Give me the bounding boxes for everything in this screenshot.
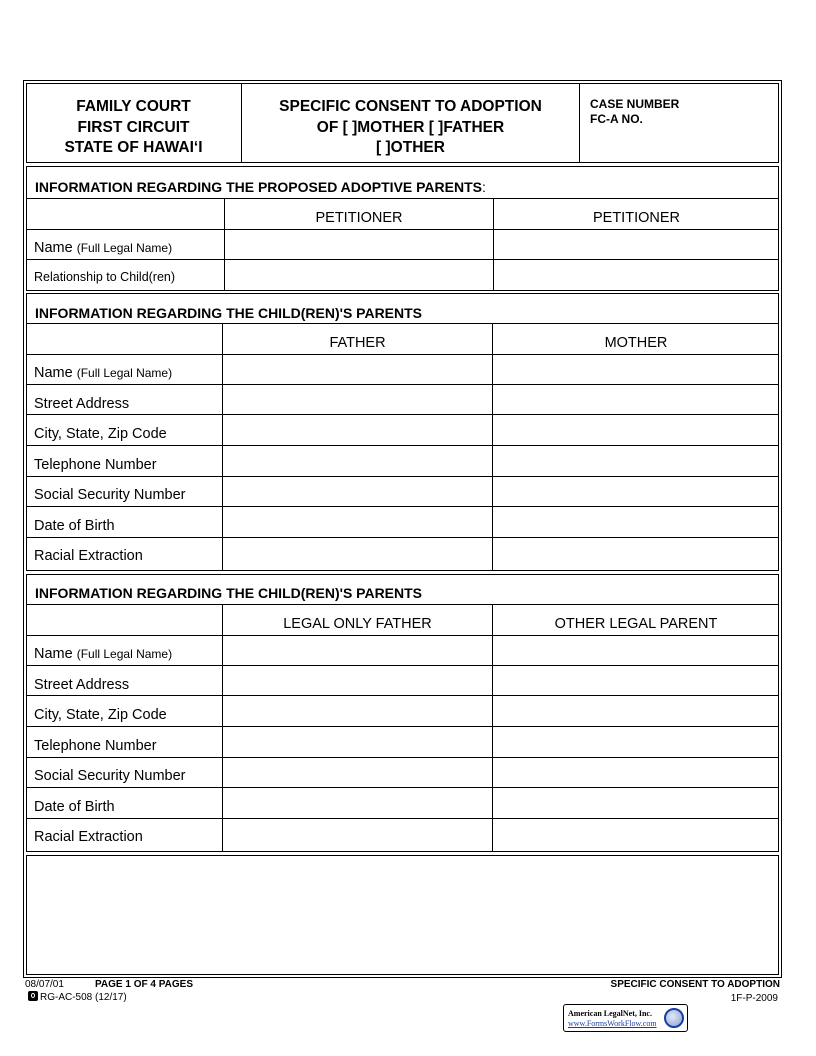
form-title: SPECIFIC CONSENT TO ADOPTION OF [ ]MOTHER [ ]FATHER [ ]OTHER	[279, 98, 542, 156]
mother-phone-field[interactable]	[494, 446, 778, 475]
legal-father-ssn-field[interactable]	[224, 758, 491, 786]
row-label-phone: Telephone Number	[34, 738, 157, 754]
mother-ssn-field[interactable]	[494, 477, 778, 505]
section-parents-title: INFORMATION REGARDING THE CHILD(REN)'S PARENTS	[35, 305, 423, 321]
blank-area	[26, 855, 779, 975]
other-parent-city-field[interactable]	[494, 696, 778, 725]
father-city-field[interactable]	[224, 415, 491, 444]
logo-company: American LegalNet, Inc.	[568, 1009, 652, 1018]
other-parent-race-field[interactable]	[494, 819, 778, 851]
row-label-relationship: Relationship to Child(ren)	[34, 270, 176, 284]
col-petitioner-2: PETITIONER	[592, 210, 680, 226]
col-father: FATHER	[329, 335, 386, 351]
father-race-field[interactable]	[224, 538, 491, 570]
mother-dob-field[interactable]	[494, 507, 778, 536]
footer-doc-title: SPECIFIC CONSENT TO ADOPTION	[610, 979, 780, 990]
col-petitioner-1: PETITIONER	[315, 210, 403, 226]
other-parent-dob-field[interactable]	[494, 788, 778, 817]
mother-street-field[interactable]	[494, 385, 778, 413]
row-label-street: Street Address	[34, 396, 130, 412]
row-label-street: Street Address	[34, 677, 130, 693]
globe-icon	[664, 1008, 684, 1028]
row-label-name: Name (Full Legal Name)	[34, 365, 173, 381]
footer-page: PAGE 1 OF 4 PAGES	[95, 979, 193, 990]
father-ssn-field[interactable]	[224, 477, 491, 505]
row-label-city: City, State, Zip Code	[34, 426, 167, 442]
footer-code: 1F-P-2009	[730, 993, 778, 1004]
footer-form-number: RG-AC-508 (12/17)	[40, 992, 127, 1003]
legal-father-dob-field[interactable]	[224, 788, 491, 817]
mother-city-field[interactable]	[494, 415, 778, 444]
petitioner1-name-field[interactable]	[226, 230, 492, 258]
case-number-label: CASE NUMBER FC-A NO.	[590, 97, 680, 126]
row-label-name: Name (Full Legal Name)	[34, 646, 173, 662]
section-legal-parents-title: INFORMATION REGARDING THE CHILD(REN)'S PARENTS	[35, 585, 423, 601]
legal-father-phone-field[interactable]	[224, 727, 491, 756]
row-label-ssn: Social Security Number	[34, 487, 186, 503]
row-label-race: Racial Extraction	[34, 829, 143, 845]
col-other-legal-parent: OTHER LEGAL PARENT	[554, 616, 718, 632]
legal-father-race-field[interactable]	[224, 819, 491, 851]
row-label-dob: Date of Birth	[34, 518, 115, 534]
petitioner1-relationship-field[interactable]	[226, 260, 492, 290]
accessibility-icon	[28, 991, 38, 1001]
petitioner2-relationship-field[interactable]	[495, 260, 778, 290]
row-label-name: Name (Full Legal Name)	[34, 240, 173, 256]
case-number-input[interactable]	[650, 126, 770, 150]
father-name-field[interactable]	[224, 355, 491, 383]
col-legal-only-father: LEGAL ONLY FATHER	[283, 616, 432, 632]
legal-father-city-field[interactable]	[224, 696, 491, 725]
other-parent-name-field[interactable]	[494, 636, 778, 664]
logo-link[interactable]: www.FormsWorkFlow.com	[568, 1019, 657, 1028]
court-name: FAMILY COURT FIRST CIRCUIT STATE OF HAWAI‘I	[64, 98, 203, 156]
mother-race-field[interactable]	[494, 538, 778, 570]
legal-father-name-field[interactable]	[224, 636, 491, 664]
father-street-field[interactable]	[224, 385, 491, 413]
section-adoptive-parents-title: INFORMATION REGARDING THE PROPOSED ADOPTIVE PARENTS:	[35, 179, 486, 195]
american-legalnet-logo[interactable]	[563, 1004, 688, 1032]
col-mother: MOTHER	[604, 335, 668, 351]
footer-date: 08/07/01	[25, 979, 64, 990]
legal-father-street-field[interactable]	[224, 666, 491, 694]
petitioner2-name-field[interactable]	[495, 230, 778, 258]
father-phone-field[interactable]	[224, 446, 491, 475]
row-label-ssn: Social Security Number	[34, 768, 186, 784]
row-label-race: Racial Extraction	[34, 548, 143, 564]
other-parent-street-field[interactable]	[494, 666, 778, 694]
other-parent-phone-field[interactable]	[494, 727, 778, 756]
other-parent-ssn-field[interactable]	[494, 758, 778, 786]
father-dob-field[interactable]	[224, 507, 491, 536]
row-label-dob: Date of Birth	[34, 799, 115, 815]
row-label-phone: Telephone Number	[34, 457, 157, 473]
row-label-city: City, State, Zip Code	[34, 707, 167, 723]
mother-name-field[interactable]	[494, 355, 778, 383]
